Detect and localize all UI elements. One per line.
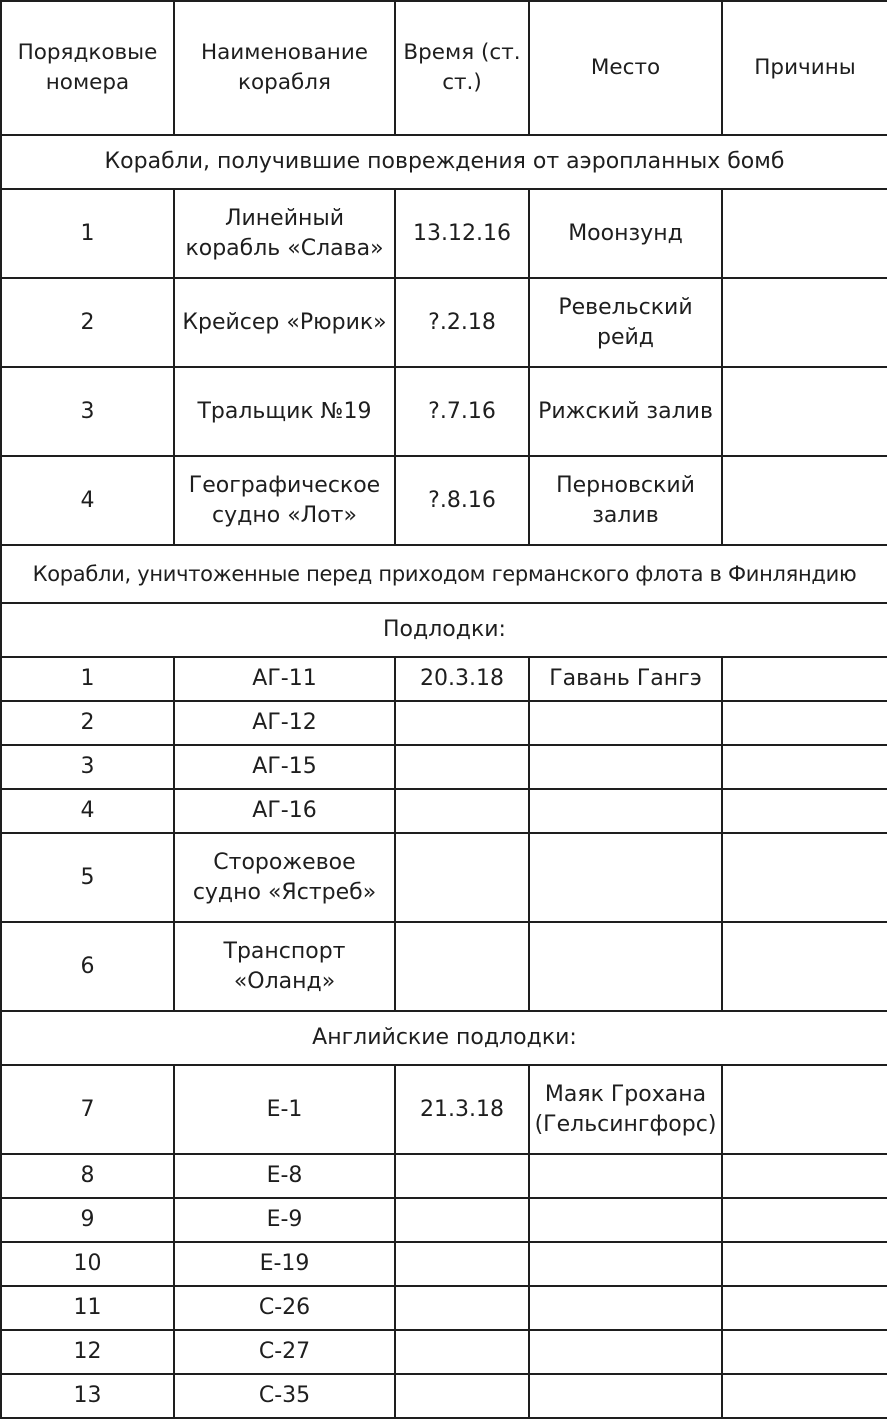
- table-row: [1, 745, 887, 789]
- row-number: 2: [1, 278, 174, 367]
- row-place: [529, 1330, 722, 1374]
- row-place: [529, 833, 722, 922]
- table-row: [1, 1330, 887, 1374]
- row-reasons: [722, 657, 887, 701]
- row-reasons: [722, 1242, 887, 1286]
- row-number: 6: [1, 922, 174, 1011]
- table-row: [1, 278, 887, 367]
- header-time: Время (ст. ст.): [395, 1, 529, 135]
- row-reasons: [722, 745, 887, 789]
- row-reasons: [722, 1198, 887, 1242]
- table-row: [1, 1065, 887, 1154]
- row-number: 11: [1, 1286, 174, 1330]
- row-place: [529, 701, 722, 745]
- table-row: [1, 1242, 887, 1286]
- row-place: Моонзунд: [529, 189, 722, 278]
- table-row: [1, 1286, 887, 1330]
- table-row: [1, 189, 887, 278]
- row-number: 12: [1, 1330, 174, 1374]
- row-place: Рижский залив: [529, 367, 722, 456]
- table-row: [1, 657, 887, 701]
- row-place: [529, 1374, 722, 1418]
- row-place: Гавань Гангэ: [529, 657, 722, 701]
- row-time: [395, 789, 529, 833]
- section-row-destroyed: [1, 545, 887, 603]
- row-place: [529, 922, 722, 1011]
- row-reasons: [722, 456, 887, 545]
- row-reasons: [722, 189, 887, 278]
- section-title-destroyed: Корабли, уничтоженные перед приходом германского флота в Финляндию: [1, 545, 887, 603]
- header-number: Порядковые номера: [1, 1, 174, 135]
- row-reasons: [722, 1154, 887, 1198]
- header-place: Место: [529, 1, 722, 135]
- table-row: [1, 701, 887, 745]
- section-title-english: Английские подлодки:: [1, 1011, 887, 1065]
- row-place: Маяк Грохана (Гельсингфорс): [529, 1065, 722, 1154]
- row-time: [395, 1374, 529, 1418]
- row-number: 2: [1, 701, 174, 745]
- row-time: [395, 1242, 529, 1286]
- section-row-english: [1, 1011, 887, 1065]
- row-place: Перновский залив: [529, 456, 722, 545]
- row-time: 20.3.18: [395, 657, 529, 701]
- row-reasons: [722, 1374, 887, 1418]
- row-reasons: [722, 278, 887, 367]
- row-name: Е-1: [174, 1065, 395, 1154]
- row-reasons: [722, 833, 887, 922]
- row-reasons: [722, 789, 887, 833]
- header-row: [1, 1, 887, 135]
- row-number: 7: [1, 1065, 174, 1154]
- section-title-damaged: Корабли, получившие повреждения от аэропланных бомб: [1, 135, 887, 189]
- row-name: Е-8: [174, 1154, 395, 1198]
- table-row: [1, 456, 887, 545]
- row-number: 4: [1, 789, 174, 833]
- table-row: [1, 1374, 887, 1418]
- row-number: 8: [1, 1154, 174, 1198]
- row-place: [529, 1242, 722, 1286]
- row-number: 3: [1, 745, 174, 789]
- row-time: 21.3.18: [395, 1065, 529, 1154]
- row-number: 1: [1, 657, 174, 701]
- row-reasons: [722, 701, 887, 745]
- row-time: [395, 701, 529, 745]
- row-name: С-35: [174, 1374, 395, 1418]
- header-reasons: Причины: [722, 1, 887, 135]
- row-number: 3: [1, 367, 174, 456]
- header-name: Наименование корабля: [174, 1, 395, 135]
- row-number: 5: [1, 833, 174, 922]
- row-time: ?.2.18: [395, 278, 529, 367]
- row-name: Сторожевое судно «Ястреб»: [174, 833, 395, 922]
- row-number: 10: [1, 1242, 174, 1286]
- row-time: [395, 745, 529, 789]
- row-time: [395, 1154, 529, 1198]
- row-number: 9: [1, 1198, 174, 1242]
- row-place: [529, 1198, 722, 1242]
- row-name: С-26: [174, 1286, 395, 1330]
- section-row-damaged: [1, 135, 887, 189]
- table-row: [1, 789, 887, 833]
- row-place: [529, 745, 722, 789]
- row-place: [529, 789, 722, 833]
- row-reasons: [722, 1286, 887, 1330]
- row-place: Ревельский рейд: [529, 278, 722, 367]
- row-time: [395, 1198, 529, 1242]
- row-name: АГ-15: [174, 745, 395, 789]
- row-time: [395, 1286, 529, 1330]
- row-time: [395, 1330, 529, 1374]
- row-name: Крейсер «Рюрик»: [174, 278, 395, 367]
- row-name: АГ-12: [174, 701, 395, 745]
- row-name: Тральщик №19: [174, 367, 395, 456]
- row-time: ?.8.16: [395, 456, 529, 545]
- row-time: ?.7.16: [395, 367, 529, 456]
- subsection-title-submarines: Подлодки:: [1, 603, 887, 657]
- row-reasons: [722, 1065, 887, 1154]
- table-row: [1, 1198, 887, 1242]
- table-row: [1, 367, 887, 456]
- row-name: АГ-16: [174, 789, 395, 833]
- row-name: Географическое судно «Лот»: [174, 456, 395, 545]
- table-row: [1, 1154, 887, 1198]
- row-name: Транспорт «Оланд»: [174, 922, 395, 1011]
- row-time: 13.12.16: [395, 189, 529, 278]
- row-name: Е-19: [174, 1242, 395, 1286]
- row-number: 1: [1, 189, 174, 278]
- row-number: 13: [1, 1374, 174, 1418]
- row-name: С-27: [174, 1330, 395, 1374]
- row-reasons: [722, 367, 887, 456]
- row-place: [529, 1154, 722, 1198]
- row-place: [529, 1286, 722, 1330]
- row-name: Линейный корабль «Слава»: [174, 189, 395, 278]
- row-time: [395, 833, 529, 922]
- row-name: Е-9: [174, 1198, 395, 1242]
- subsection-row-submarines: [1, 603, 887, 657]
- table-row: [1, 833, 887, 922]
- row-name: АГ-11: [174, 657, 395, 701]
- row-reasons: [722, 922, 887, 1011]
- row-time: [395, 922, 529, 1011]
- row-number: 4: [1, 456, 174, 545]
- row-reasons: [722, 1330, 887, 1374]
- table-row: [1, 922, 887, 1011]
